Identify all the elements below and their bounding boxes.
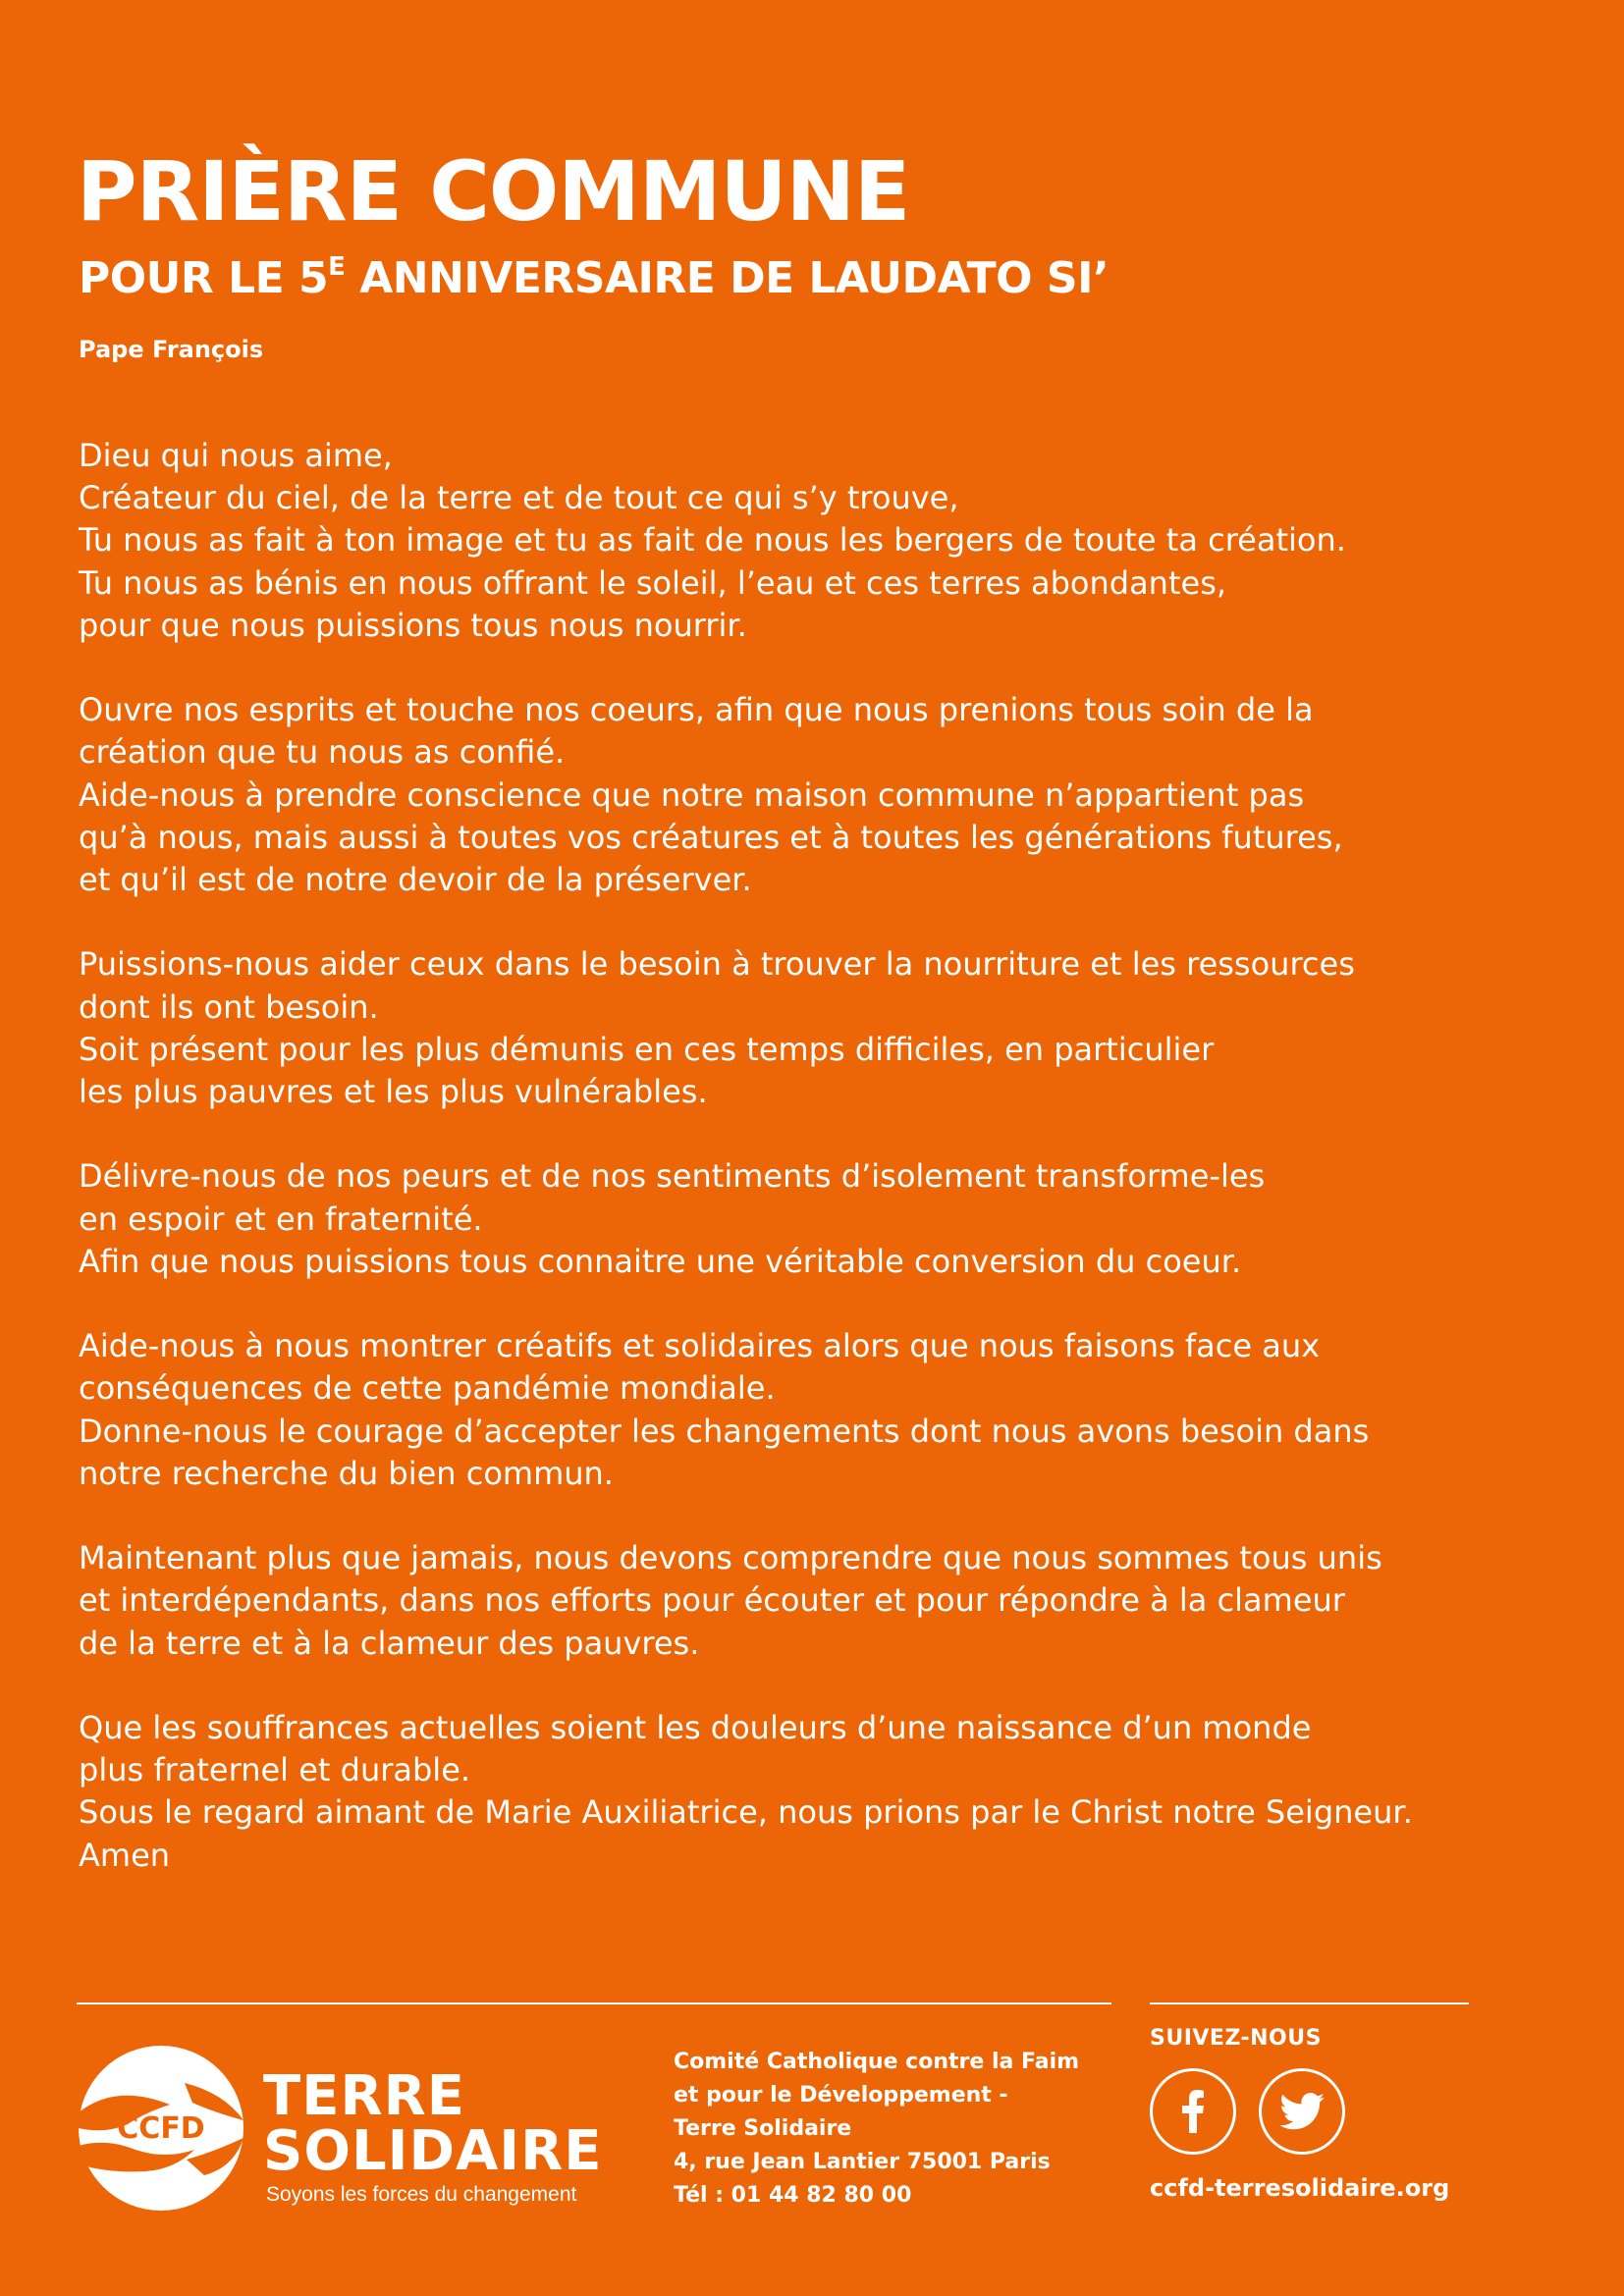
website-link[interactable]: ccfd-terresolidaire.org [1150, 2174, 1450, 2202]
facebook-icon [1181, 2090, 1205, 2133]
brand-name [263, 2064, 603, 2183]
subtitle-part-after: ANNIVERSAIRE DE LAUDATO SI’ [345, 253, 1110, 303]
page-title: PRIÈRE COMMUNE [77, 143, 910, 240]
prayer-line: Tu nous as bénis en nous offrant le soleil, l’eau et ces terres abondantes, [79, 563, 1227, 602]
prayer-stanza [79, 1537, 1532, 1665]
prayer-text [79, 435, 1532, 1919]
prayer-line: Afin que nous puissions tous connaitre une véritable conversion du coeur. [79, 1242, 1242, 1280]
prayer-line: Aide-nous à prendre conscience que notre maison commune n’appartient pas [79, 775, 1305, 814]
prayer-stanza [79, 689, 1532, 901]
prayer-line: de la terre et à la clameur des pauvres. [79, 1624, 700, 1662]
prayer-line: Dieu qui nous aime, [79, 437, 393, 474]
prayer-line: et qu’il est de notre devoir de la préserver. [79, 861, 752, 899]
page-subtitle [79, 249, 1109, 308]
subtitle-superscript: E [328, 252, 346, 282]
prayer-line: Maintenant plus que jamais, nous devons comprendre que nous sommes tous unis [79, 1539, 1382, 1577]
prayer-line: Délivre-nous de nos peurs et de nos sentiments d’isolement transforme-les [79, 1157, 1266, 1196]
prayer-stanza [79, 943, 1532, 1113]
logo-text: CCFD [117, 2111, 205, 2146]
prayer-line: conséquences de cette pandémie mondiale. [79, 1369, 776, 1408]
brand-line-2: SOLIDAIRE [263, 2119, 603, 2183]
prayer-stanza [79, 435, 1532, 647]
prayer-line: pour que nous puissions tous nous nourrir. [79, 606, 747, 644]
prayer-line: notre recherche du bien commun. [79, 1454, 614, 1492]
prayer-line: Puissions-nous aider ceux dans le besoin à trouver la nourriture et les ressources [79, 945, 1355, 984]
address-line: 4, rue Jean Lantier 75001 Paris [674, 2150, 1051, 2174]
twitter-icon [1279, 2093, 1325, 2130]
brand-line-1: TERRE [263, 2064, 465, 2128]
prayer-line: Soit présent pour les plus démunis en ces temps difficiles, en particulier [79, 1030, 1215, 1068]
prayer-stanza [79, 1707, 1532, 1877]
prayer-line: Sous le regard aimant de Marie Auxiliatrice, nous prions par le Christ notre Seigneur. [79, 1793, 1413, 1832]
prayer-stanza [79, 1155, 1532, 1283]
prayer-line: Tu nous as fait à ton image et tu as fait de nous les bergers de toute ta création. [79, 521, 1346, 560]
prayer-line: plus fraternel et durable. [79, 1751, 471, 1789]
footer-divider-left [77, 2002, 1111, 2004]
prayer-line: qu’à nous, mais aussi à toutes vos créatures et à toutes les générations futures, [79, 818, 1343, 856]
prayer-stanza [79, 1325, 1532, 1495]
prayer-line: et interdépendants, dans nos efforts pour écouter et pour répondre à la clameur [79, 1581, 1345, 1620]
ccfd-logo-icon [77, 2044, 245, 2213]
twitter-button[interactable] [1259, 2068, 1345, 2155]
footer-divider-right [1150, 2002, 1469, 2004]
prayer-line: Que les souffrances actuelles soient les douleurs d’une naissance d’un monde [79, 1709, 1312, 1746]
address-line: et pour le Développement - [674, 2083, 1008, 2108]
prayer-line: Aide-nous à nous montrer créatifs et solidaires alors que nous faisons face aux [79, 1327, 1321, 1365]
follow-us-label: SUIVEZ-NOUS [1150, 2026, 1322, 2051]
address-line: Comité Catholique contre la Faim [674, 2050, 1080, 2074]
facebook-button[interactable] [1150, 2068, 1236, 2155]
prayer-line: Ouvre nos esprits et touche nos coeurs, afin que nous prenions tous soin de la [79, 691, 1314, 729]
prayer-line: les plus pauvres et les plus vulnérables. [79, 1073, 708, 1111]
prayer-line: création que tu nous as confié. [79, 733, 566, 772]
author-name: Pape François [79, 336, 264, 363]
prayer-line: Donne-nous le courage d’accepter les changements dont nous avons besoin dans [79, 1412, 1370, 1450]
prayer-line: Amen [79, 1836, 171, 1874]
prayer-line: en espoir et en fraternité. [79, 1200, 483, 1238]
prayer-line: dont ils ont besoin. [79, 988, 379, 1026]
contact-address [674, 2046, 1079, 2213]
address-line: Terre Solidaire [674, 2116, 852, 2141]
prayer-line: Créateur du ciel, de la terre et de tout ce qui s’y trouve, [79, 479, 959, 517]
address-line: Tél : 01 44 82 80 00 [674, 2183, 912, 2208]
subtitle-part-before: POUR LE 5 [79, 253, 329, 303]
brand-tagline: Soyons les forces du changement [266, 2183, 577, 2206]
